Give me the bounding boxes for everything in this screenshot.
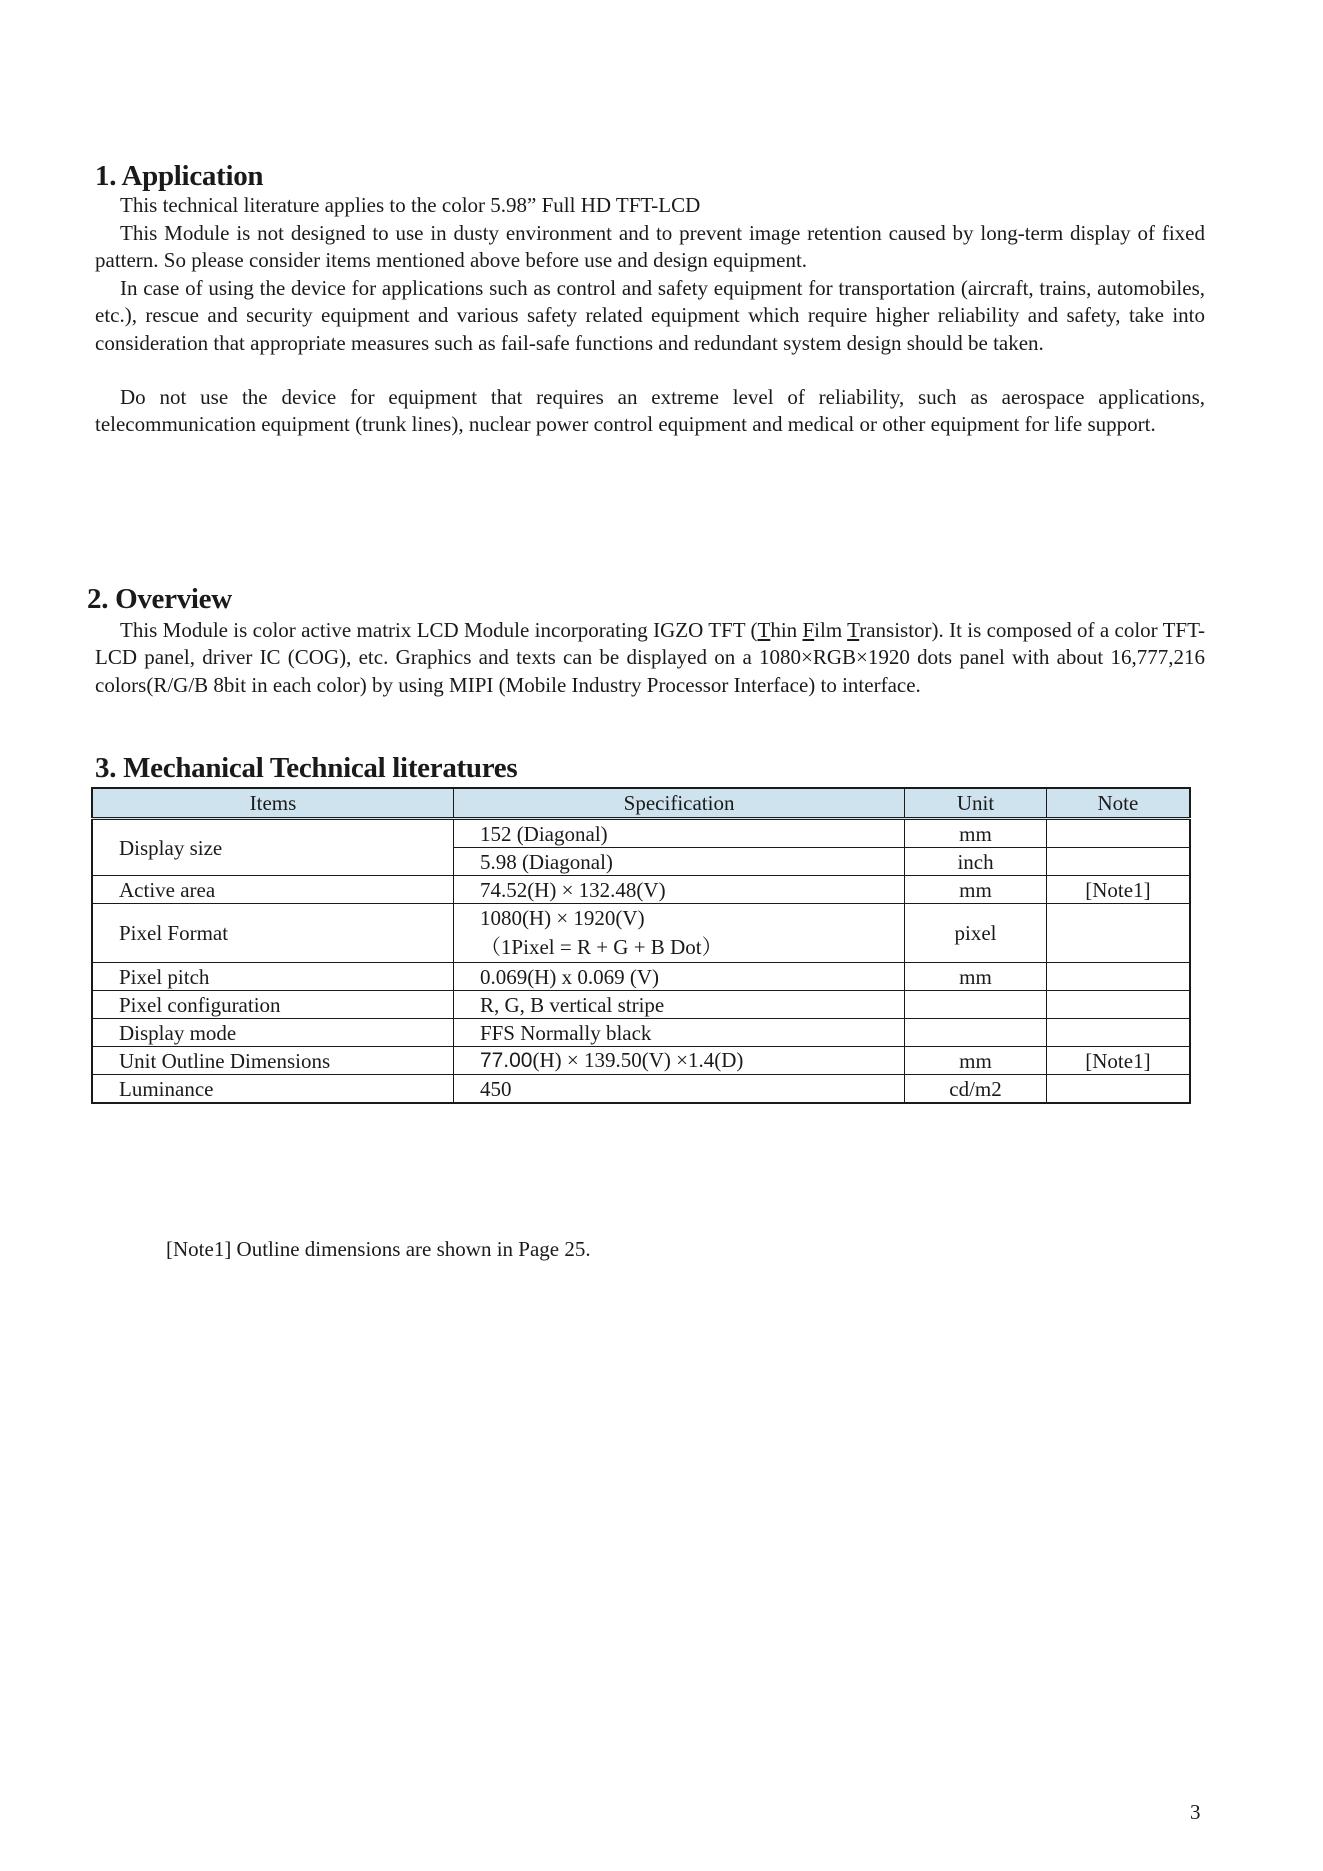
item-pixel-pitch: Pixel pitch <box>92 963 453 991</box>
note-luminance <box>1046 1075 1190 1104</box>
spec-display-mode: FFS Normally black <box>453 1019 904 1047</box>
spec-unit-outline-rest: (H) × 139.50(V) ×1.4(D) <box>532 1048 744 1072</box>
item-pixel-configuration: Pixel configuration <box>92 991 453 1019</box>
section-heading-overview: 2. Overview <box>87 583 232 615</box>
table-row <box>92 963 1190 991</box>
unit-pixel-pitch: mm <box>905 963 1047 991</box>
note-unit-outline-dimensions: [Note1] <box>1046 1047 1190 1075</box>
overview-transistor-rest: ransistor <box>859 618 932 642</box>
note-pixel-configuration <box>1046 991 1190 1019</box>
unit-pixel-configuration <box>905 991 1047 1019</box>
table-row <box>92 819 1190 848</box>
note-display-mode <box>1046 1019 1190 1047</box>
note-pixel-format <box>1046 904 1190 963</box>
unit-active-area: mm <box>905 876 1047 904</box>
unit-display-size-inch: inch <box>905 848 1047 876</box>
unit-pixel-format: pixel <box>905 904 1047 963</box>
spec-unit-outline-dimensions <box>453 1047 904 1075</box>
table-row <box>92 1075 1190 1104</box>
section-heading-application: 1. Application <box>95 160 264 192</box>
unit-display-size-mm: mm <box>905 819 1047 848</box>
spec-pixel-format-line2: （1Pixel = R + G + B Dot） <box>479 935 723 959</box>
header-unit: Unit <box>905 788 1047 819</box>
overview-text-before: This Module is color active matrix LCD Module incorporating IGZO TFT ( <box>120 618 758 642</box>
mechanical-spec-table <box>91 787 1191 1104</box>
item-unit-outline-dimensions: Unit Outline Dimensions <box>92 1047 453 1075</box>
item-luminance: Luminance <box>92 1075 453 1104</box>
table-row <box>92 1019 1190 1047</box>
spec-pixel-format <box>453 904 904 963</box>
item-display-mode: Display mode <box>92 1019 453 1047</box>
unit-display-mode <box>905 1019 1047 1047</box>
overview-text-after: ). It is composed of a color TFT-LCD panel, driver IC (COG), etc. Graphics and texts can be displayed on a 1080×RGB×1920 dots panel with about 16,777,216 colors(R/G/B 8bit in each color) by using MIPI (Mobile Industry Processor Interface) to interface. <box>95 618 1205 697</box>
header-note: Note <box>1046 788 1190 819</box>
unit-unit-outline-dimensions: mm <box>905 1047 1047 1075</box>
table-header-row <box>92 788 1190 819</box>
spec-unit-outline-width: 77.00 <box>479 1049 533 1072</box>
table-row <box>92 904 1190 963</box>
spec-pixel-format-line1: 1080(H) × 1920(V) <box>479 906 645 930</box>
footnote: [Note1] Outline dimensions are shown in Page 25. <box>166 1237 591 1261</box>
application-paragraph-2: This Module is not designed to use in dusty environment and to prevent image retention caused by long-term display of fixed pattern. So please consider items mentioned above before use and design equipment. <box>95 221 1205 273</box>
spec-active-area: 74.52(H) × 132.48(V) <box>453 876 904 904</box>
note-active-area: [Note1] <box>1046 876 1190 904</box>
unit-luminance: cd/m2 <box>905 1075 1047 1104</box>
item-pixel-format: Pixel Format <box>92 904 453 963</box>
table-row <box>92 1047 1190 1075</box>
note-display-size-mm <box>1046 819 1190 848</box>
table-row <box>92 991 1190 1019</box>
spec-display-size-inch: 5.98 (Diagonal) <box>453 848 904 876</box>
section-heading-mechanical: 3. Mechanical Technical literatures <box>95 752 518 784</box>
overview-film-rest: ilm <box>814 618 848 642</box>
spec-pixel-configuration: R, G, B vertical stripe <box>453 991 904 1019</box>
overview-film-initial: F <box>802 618 815 642</box>
overview-thin-initial: T <box>757 618 771 642</box>
page-number: 3 <box>1190 1800 1201 1824</box>
application-paragraph-1: This technical literature applies to the color 5.98” Full HD TFT-LCD <box>120 193 701 217</box>
overview-transistor-initial: T <box>847 618 860 642</box>
item-display-size: Display size <box>92 819 453 876</box>
note-display-size-inch <box>1046 848 1190 876</box>
note-pixel-pitch <box>1046 963 1190 991</box>
overview-paragraph <box>95 617 1205 699</box>
header-specification: Specification <box>453 788 904 819</box>
spec-luminance: 450 <box>453 1075 904 1104</box>
overview-thin-rest: hin <box>770 618 803 642</box>
item-active-area: Active area <box>92 876 453 904</box>
spec-display-size-mm: 152 (Diagonal) <box>453 819 904 848</box>
application-paragraph-4: Do not use the device for equipment that requires an extreme level of reliability, such as aerospace applications, telecommunication equipment (trunk lines), nuclear power control equipment and medical or other equipment for life support. <box>95 385 1205 437</box>
spec-pixel-pitch: 0.069(H) x 0.069 (V) <box>453 963 904 991</box>
application-paragraph-3: In case of using the device for applications such as control and safety equipment for transportation (aircraft, trains, automobiles, etc.), rescue and security equipment and various safety related equipment which require higher reliability and safety, take into consideration that appropriate measures such as fail-safe functions and redundant system design should be taken. <box>95 276 1205 355</box>
header-items: Items <box>92 788 453 819</box>
table-row <box>92 876 1190 904</box>
